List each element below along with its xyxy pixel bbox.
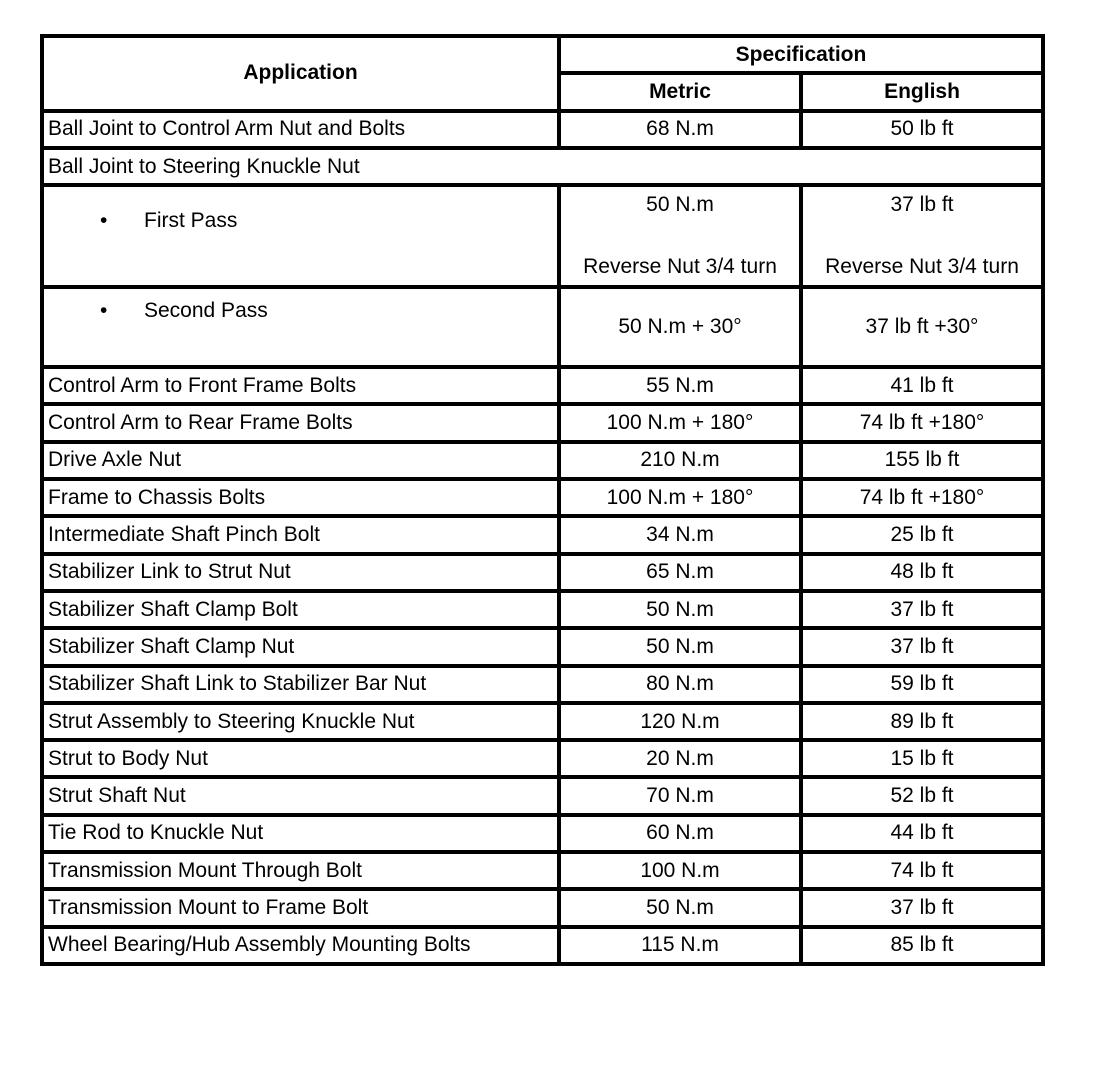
application-cell: Strut to Body Nut	[42, 740, 559, 777]
table-row	[42, 404, 1043, 441]
english-cell: 74 lb ft +180°	[801, 479, 1043, 516]
english-cell: 50 lb ft	[801, 111, 1043, 148]
metric-cell: 20 N.m	[559, 740, 801, 777]
first-pass-english-cell	[801, 185, 1043, 287]
specification-header: Specification	[559, 36, 1043, 73]
table-row	[42, 666, 1043, 703]
english-cell: 155 lb ft	[801, 442, 1043, 479]
english-cell: 44 lb ft	[801, 815, 1043, 852]
metric-cell: 100 N.m	[559, 852, 801, 889]
table-row	[42, 927, 1043, 964]
metric-cell: 210 N.m	[559, 442, 801, 479]
metric-cell: 80 N.m	[559, 666, 801, 703]
bullet-icon: •	[100, 209, 108, 233]
application-cell: Ball Joint to Control Arm Nut and Bolts	[42, 111, 559, 148]
english-cell: 37 lb ft	[801, 628, 1043, 665]
metric-cell: 50 N.m	[559, 591, 801, 628]
bullet-icon: •	[100, 299, 108, 323]
english-cell: 74 lb ft	[801, 852, 1043, 889]
second-pass-row	[42, 287, 1043, 367]
metric-cell: 50 N.m	[559, 889, 801, 926]
application-cell: Wheel Bearing/Hub Assembly Mounting Bolts	[42, 927, 559, 964]
english-cell: 41 lb ft	[801, 367, 1043, 404]
torque-spec-table	[40, 34, 1045, 966]
english-cell: 48 lb ft	[801, 554, 1043, 591]
application-cell: Drive Axle Nut	[42, 442, 559, 479]
metric-cell: 115 N.m	[559, 927, 801, 964]
table-row	[42, 740, 1043, 777]
first-pass-metric-cell	[559, 185, 801, 287]
application-cell: Stabilizer Link to Strut Nut	[42, 554, 559, 591]
first-pass-english-note: Reverse Nut 3/4 turn	[825, 255, 1019, 279]
metric-cell: 100 N.m + 180°	[559, 404, 801, 441]
application-cell: Stabilizer Shaft Clamp Nut	[42, 628, 559, 665]
metric-cell: 50 N.m	[559, 628, 801, 665]
table-row	[42, 516, 1043, 553]
second-pass-english-cell: 37 lb ft +30°	[801, 287, 1043, 367]
english-cell: 37 lb ft	[801, 591, 1043, 628]
first-pass-row	[42, 185, 1043, 287]
english-cell: 85 lb ft	[801, 927, 1043, 964]
english-cell: 52 lb ft	[801, 777, 1043, 814]
english-cell: 25 lb ft	[801, 516, 1043, 553]
application-cell: Tie Rod to Knuckle Nut	[42, 815, 559, 852]
first-pass-application-cell	[42, 185, 559, 287]
metric-header: Metric	[559, 73, 801, 110]
english-cell: 89 lb ft	[801, 703, 1043, 740]
application-cell: Control Arm to Rear Frame Bolts	[42, 404, 559, 441]
first-pass-english-value: 37 lb ft	[890, 193, 954, 217]
row-body	[42, 367, 1043, 964]
table-row	[42, 591, 1043, 628]
table-row	[42, 777, 1043, 814]
metric-cell: 60 N.m	[559, 815, 801, 852]
application-cell: Stabilizer Shaft Clamp Bolt	[42, 591, 559, 628]
header-row-1	[42, 36, 1043, 73]
first-pass-label: First Pass	[144, 209, 238, 233]
second-pass-metric-cell: 50 N.m + 30°	[559, 287, 801, 367]
english-cell: 15 lb ft	[801, 740, 1043, 777]
metric-cell: 65 N.m	[559, 554, 801, 591]
table-row	[42, 442, 1043, 479]
application-cell: Stabilizer Shaft Link to Stabilizer Bar Nut	[42, 666, 559, 703]
english-cell: 59 lb ft	[801, 666, 1043, 703]
table-row	[42, 852, 1043, 889]
metric-cell: 120 N.m	[559, 703, 801, 740]
application-header: Application	[42, 36, 559, 111]
table-row	[42, 628, 1043, 665]
table-row	[42, 111, 1043, 148]
application-cell: Strut Shaft Nut	[42, 777, 559, 814]
table-row	[42, 479, 1043, 516]
table-row	[42, 703, 1043, 740]
application-cell: Control Arm to Front Frame Bolts	[42, 367, 559, 404]
application-cell: Frame to Chassis Bolts	[42, 479, 559, 516]
english-cell: 74 lb ft +180°	[801, 404, 1043, 441]
metric-cell: 34 N.m	[559, 516, 801, 553]
metric-cell: 55 N.m	[559, 367, 801, 404]
table-row	[42, 367, 1043, 404]
metric-cell: 100 N.m + 180°	[559, 479, 801, 516]
second-pass-application-cell	[42, 287, 559, 367]
english-cell: 37 lb ft	[801, 889, 1043, 926]
application-cell: Intermediate Shaft Pinch Bolt	[42, 516, 559, 553]
application-cell: Transmission Mount Through Bolt	[42, 852, 559, 889]
span-row	[42, 148, 1043, 185]
application-cell: Transmission Mount to Frame Bolt	[42, 889, 559, 926]
metric-cell: 70 N.m	[559, 777, 801, 814]
second-pass-label: Second Pass	[144, 299, 268, 323]
first-pass-metric-note: Reverse Nut 3/4 turn	[583, 255, 777, 279]
table-row	[42, 554, 1043, 591]
metric-cell: 68 N.m	[559, 111, 801, 148]
application-cell: Strut Assembly to Steering Knuckle Nut	[42, 703, 559, 740]
table-row	[42, 889, 1043, 926]
application-span-cell: Ball Joint to Steering Knuckle Nut	[42, 148, 1043, 185]
first-pass-metric-value: 50 N.m	[646, 193, 714, 217]
table-row	[42, 815, 1043, 852]
english-header: English	[801, 73, 1043, 110]
